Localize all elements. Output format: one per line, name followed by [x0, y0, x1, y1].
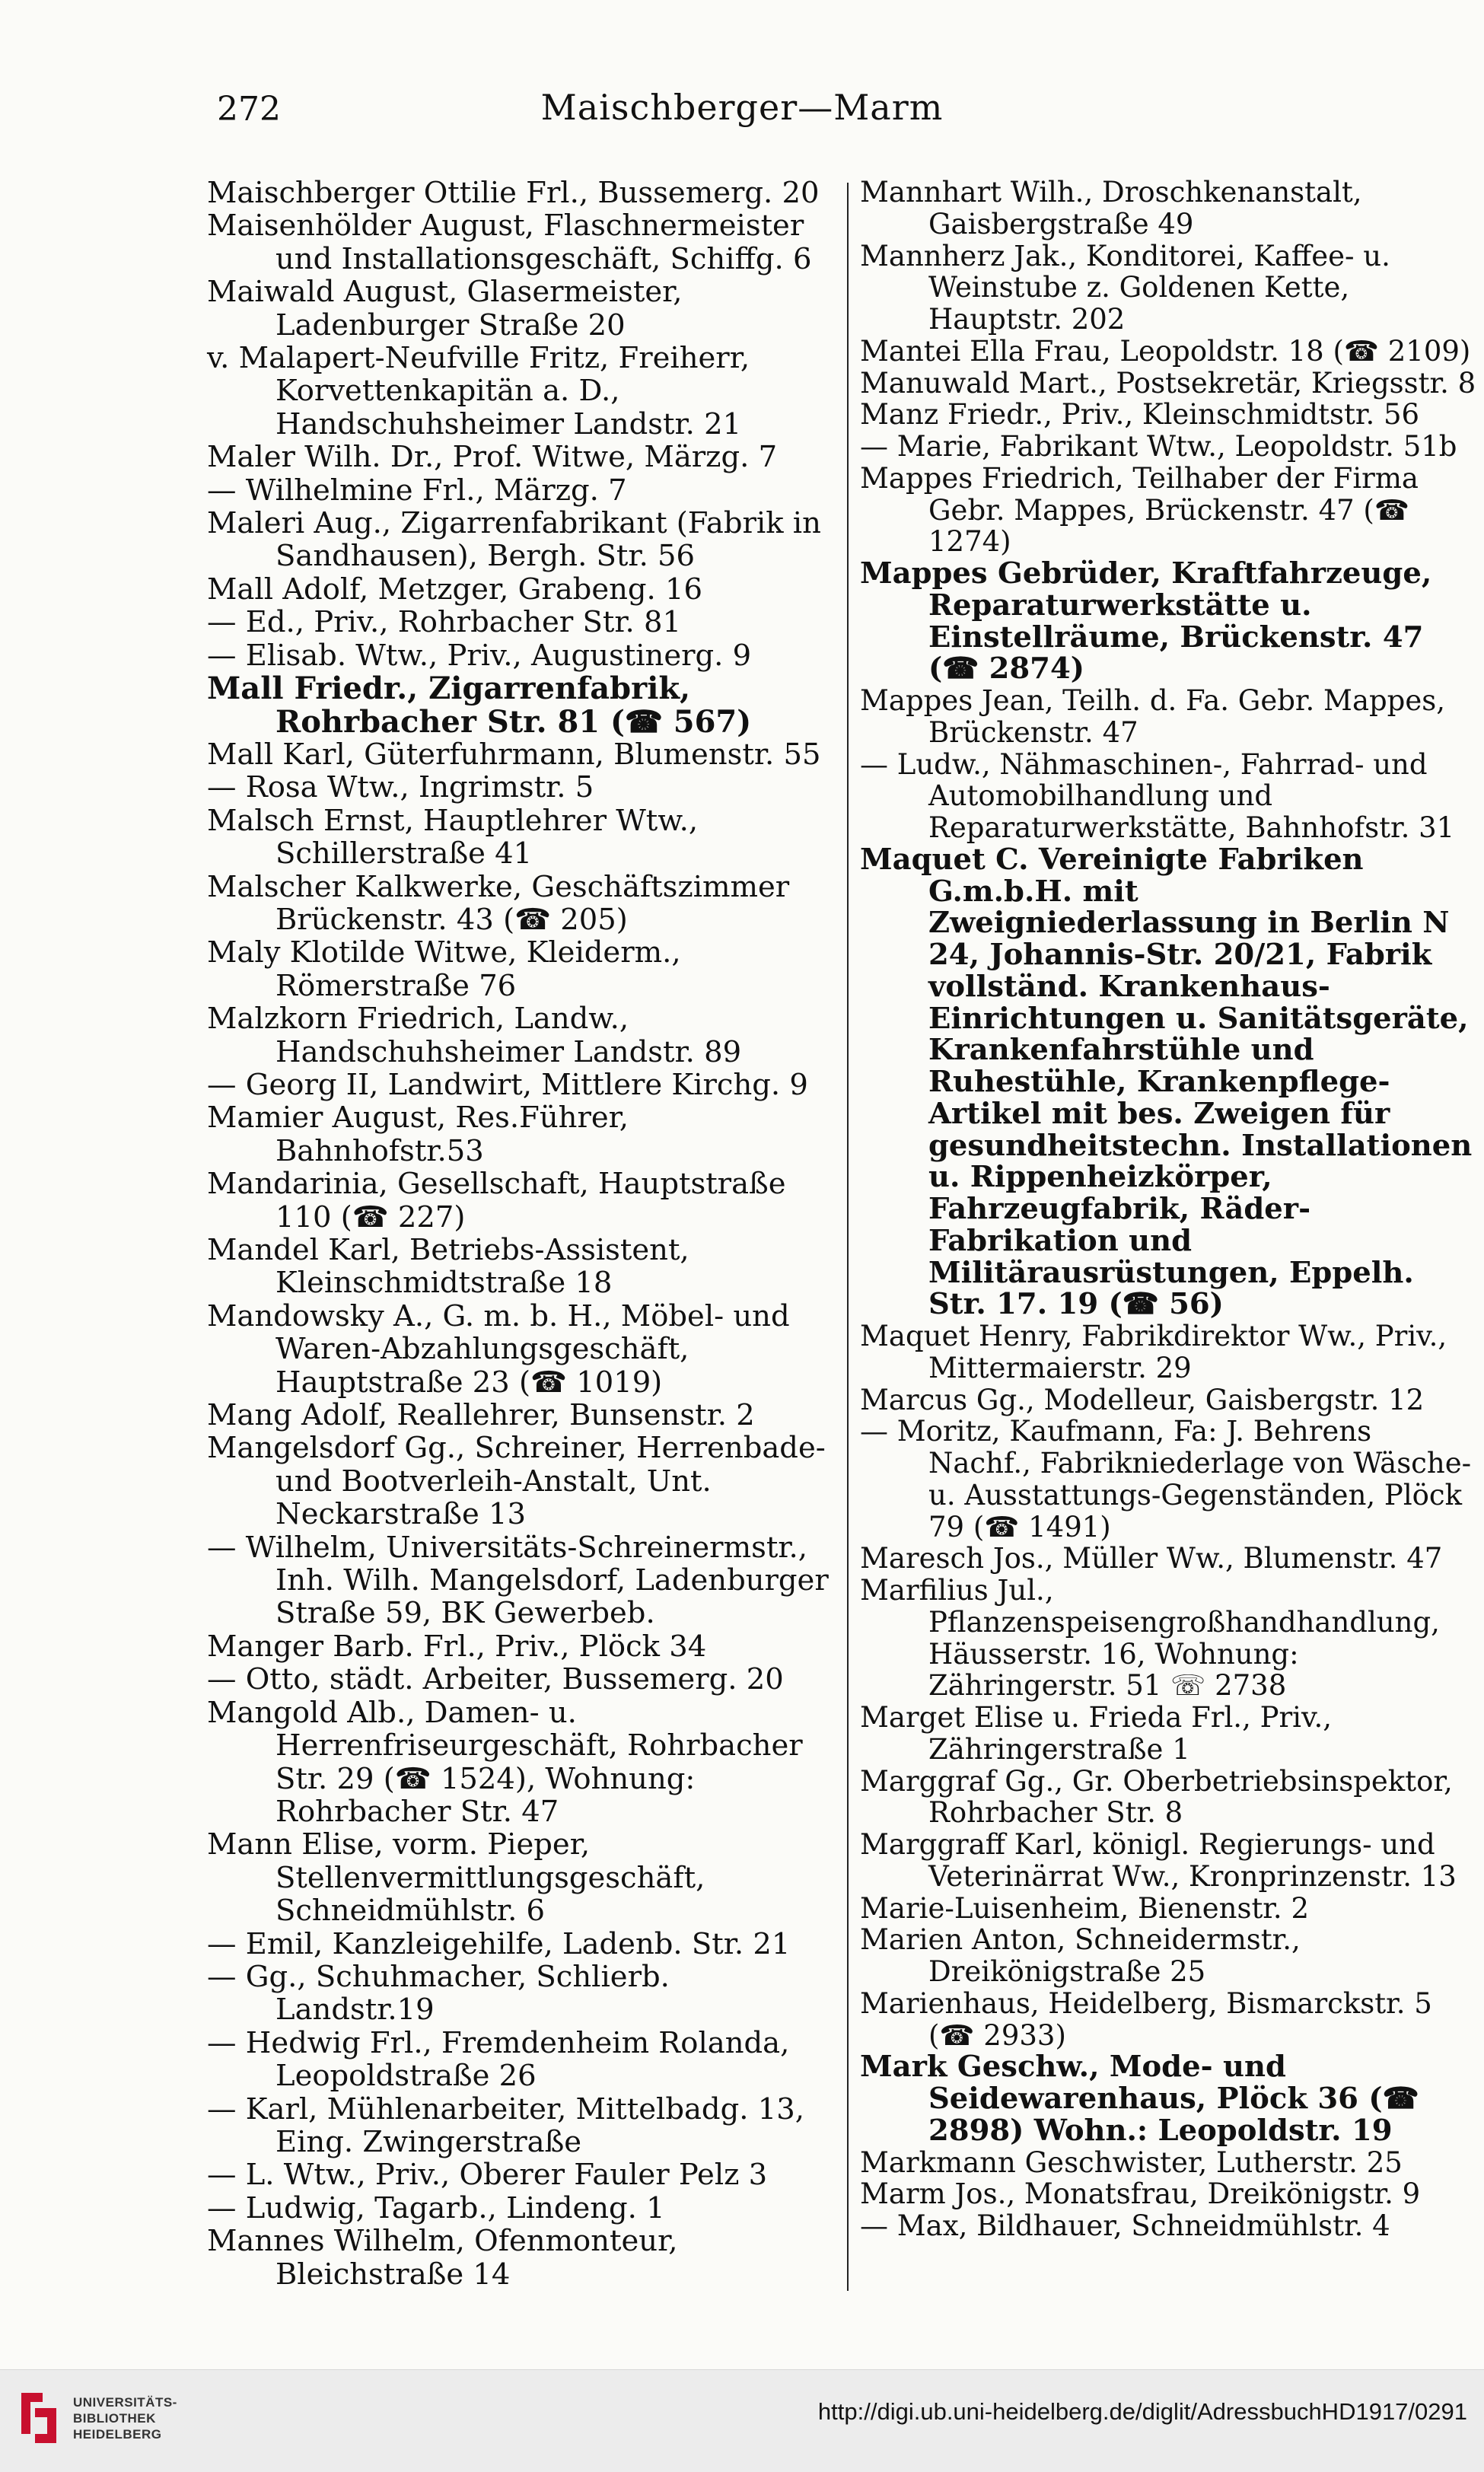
source-url-link[interactable]: http://digi.ub.uni-heidelberg.de/diglit/AdressbuchHD1917/0291 — [817, 2398, 1467, 2425]
directory-entry: — Ludw., Nähmaschinen-, Fahrrad- und Automobilhandlung und Reparaturwerkstätte, Bahnhofstr. 31 — [860, 747, 1455, 844]
directory-entry: v. Malapert-Neufville Fritz, Freiherr, Korvettenkapitän a. D., Handschuhsheimer Landstr. 21 — [207, 341, 750, 441]
directory-entry: — Emil, Kanzleigehilfe, Ladenb. Str. 21 — [207, 1926, 791, 1961]
directory-entry: — Max, Bildhauer, Schneidmühlstr. 4 — [860, 2209, 1390, 2242]
directory-entry: — Hedwig Frl., Fremdenheim Rolanda, Leopoldstraße 26 — [207, 2025, 790, 2094]
directory-entry: Maler Wilh. Dr., Prof. Witwe, Märzg. 7 — [207, 440, 778, 475]
column-divider — [847, 183, 849, 2291]
directory-entry: Mannhart Wilh., Droschkenanstalt, Gaisbergstraße 49 — [860, 176, 1362, 241]
directory-entry: — Otto, städt. Arbeiter, Bussemerg. 20 — [207, 1662, 784, 1697]
library-logo-text — [73, 2394, 177, 2442]
logo-line-3: HEIDELBERG — [73, 2426, 162, 2442]
directory-entry: — L. Wtw., Priv., Oberer Fauler Pelz 3 — [207, 2158, 768, 2193]
directory-entry: Maquet C. Vereinigte Fabriken G.m.b.H. mit Zweigniederlassung in Berlin N 24, Johannis-Str. 20/21, Fabrik vollständ. Krankenhaus-Einrichtungen u. Sanitätsgeräte, Krankenfahrstühle und Ruhestühle, Krankenpflege-Artikel mit bes. Zweigen für gesundheitstechn. Installationen u. Rippenheizkörper, Fahrzeugfabrik, Räder-Fabrikation und Militärausrüstungen, Eppelh. Str. 17. 19 (☎ 56) — [860, 842, 1473, 1322]
directory-entry: — Marie, Fabrikant Wtw., Leopoldstr. 51b — [860, 430, 1457, 463]
directory-entry: Mall Adolf, Metzger, Grabeng. 16 — [207, 572, 703, 607]
page-number: 272 — [217, 90, 281, 129]
directory-entry: — Moritz, Kaufmann, Fa: J. Behrens Nachf., Fabrikniederlage von Wäsche- u. Ausstattungs-Gegenständen, Plöck 79 (☎ 1491) — [860, 1415, 1472, 1543]
directory-entry: Mappes Friedrich, Teilhaber der Firma Gebr. Mappes, Brückenstr. 47 (☎ 1274) — [860, 461, 1419, 559]
directory-entry: Marfilius Jul., Pflanzenspeisengroßhandhandlung, Häusserstr. 16, Wohnung: Zähringerstr. 51 ☏ 2738 — [860, 1574, 1440, 1703]
directory-entry: Mannes Wilhelm, Ofenmonteur, Bleichstraße 14 — [207, 2224, 678, 2292]
directory-entry: — Rosa Wtw., Ingrimstr. 5 — [207, 770, 594, 805]
directory-entry: — Georg II, Landwirt, Mittlere Kirchg. 9 — [207, 1067, 808, 1102]
logo-line-2: BIBLIOTHEK — [73, 2410, 156, 2426]
directory-entry: Manuwald Mart., Postsekretär, Kriegsstr. 8 — [860, 366, 1476, 400]
directory-entry: Mark Geschw., Mode- und Seidewarenhaus, Plöck 36 (☎ 2898) Wohn.: Leopoldstr. 19 — [860, 2050, 1419, 2148]
directory-entry: — Wilhelmine Frl., Märzg. 7 — [207, 473, 627, 508]
logo-line-1: UNIVERSITÄTS- — [73, 2394, 177, 2410]
directory-entry: Maquet Henry, Fabrikdirektor Ww., Priv., Mittermaierstr. 29 — [860, 1320, 1447, 1384]
directory-entry: — Ed., Priv., Rohrbacher Str. 81 — [207, 605, 681, 640]
directory-entry: Mappes Jean, Teilh. d. Fa. Gebr. Mappes, Brückenstr. 47 — [860, 684, 1446, 749]
directory-entry: Marcus Gg., Modelleur, Gaisbergstr. 12 — [860, 1383, 1425, 1416]
library-logo[interactable] — [15, 2387, 177, 2449]
directory-entry: Mantei Ella Frau, Leopoldstr. 18 (☎ 2109) — [860, 334, 1471, 368]
directory-entry: Marm Jos., Monatsfrau, Dreikönigstr. 9 — [860, 2177, 1421, 2211]
directory-entry: Mang Adolf, Reallehrer, Bunsenstr. 2 — [207, 1398, 755, 1433]
directory-entry: Maisenhölder August, Flaschnermeister und Installationsgeschäft, Schiffg. 6 — [207, 209, 812, 276]
directory-entry: Markmann Geschwister, Lutherstr. 25 — [860, 2145, 1403, 2179]
directory-entry: Maly Klotilde Witwe, Kleiderm., Römerstraße 76 — [207, 935, 681, 1003]
directory-entry: Maresch Jos., Müller Ww., Blumenstr. 47 — [860, 1542, 1443, 1575]
directory-entry: Manz Friedr., Priv., Kleinschmidtstr. 56 — [860, 398, 1420, 432]
left-column — [207, 177, 835, 2291]
directory-entry: Marie-Luisenheim, Bienenstr. 2 — [860, 1891, 1309, 1925]
directory-entry: Mall Friedr., Zigarrenfabrik, Rohrbacher Str. 81 (☎ 567) — [207, 671, 752, 740]
directory-entry: Mannherz Jak., Konditorei, Kaffee- u. Weinstube z. Goldenen Kette, Hauptstr. 202 — [860, 239, 1390, 336]
directory-entry: Marggraf Gg., Gr. Oberbetriebsinspektor, Rohrbacher Str. 8 — [860, 1764, 1453, 1830]
directory-entry: Maleri Aug., Zigarrenfabrikant (Fabrik in Sandhausen), Bergh. Str. 56 — [207, 506, 821, 574]
library-logo-icon — [15, 2387, 62, 2449]
directory-entry: Marienhaus, Heidelberg, Bismarckstr. 5 (☎ 2933) — [860, 1986, 1432, 2052]
directory-entry: — Karl, Mühlenarbeiter, Mittelbadg. 13, Eing. Zwingerstraße — [207, 2091, 804, 2159]
directory-entry: — Wilhelm, Universitäts-Schreinermstr., Inh. Wilh. Mangelsdorf, Ladenburger Straße 59, BK Gewerbeb. — [207, 1530, 829, 1631]
directory-entry: — Ludwig, Tagarb., Lindeng. 1 — [207, 2190, 665, 2225]
directory-entry: — Elisab. Wtw., Priv., Augustinerg. 9 — [207, 638, 752, 673]
directory-entry: Maiwald August, Glasermeister, Ladenburger Straße 20 — [207, 275, 683, 342]
directory-entry: Malzkorn Friedrich, Landw., Handschuhsheimer Landstr. 89 — [207, 1002, 742, 1069]
directory-entry: Mandowsky A., G. m. b. H., Möbel- und Waren-Abzahlungsgeschäft, Hauptstraße 23 (☎ 1019) — [207, 1298, 790, 1400]
directory-entry: Marget Elise u. Frieda Frl., Priv., Zähringerstraße 1 — [860, 1701, 1333, 1766]
directory-entry: Mandel Karl, Betriebs-Assistent, Kleinschmidtstraße 18 — [207, 1233, 689, 1301]
directory-entry: Mangelsdorf Gg., Schreiner, Herrenbade- und Bootverleih-Anstalt, Unt. Neckarstraße 13 — [207, 1431, 826, 1532]
directory-entry: Maischberger Ottilie Frl., Bussemerg. 20 — [207, 176, 820, 210]
running-head: Maischberger—Marm — [540, 87, 944, 128]
directory-entry: Mandarinia, Gesellschaft, Hauptstraße 110 (☎ 227) — [207, 1167, 786, 1234]
directory-entry: Malscher Kalkwerke, Geschäftszimmer Brückenstr. 43 (☎ 205) — [207, 869, 790, 937]
directory-entry: Manger Barb. Frl., Priv., Plöck 34 — [207, 1629, 707, 1664]
directory-entry: Malsch Ernst, Hauptlehrer Wtw., Schillerstraße 41 — [207, 803, 699, 871]
directory-entry: — Gg., Schuhmacher, Schlierb. Landstr.19 — [207, 1959, 670, 2028]
directory-entry: Marggraff Karl, königl. Regierungs- und Veterinärrat Ww., Kronprinzenstr. 13 — [860, 1828, 1457, 1893]
directory-entry: Marien Anton, Schneidermstr., Dreikönigstraße 25 — [860, 1923, 1301, 1988]
directory-entry: Mappes Gebrüder, Kraftfahrzeuge, Reparaturwerkstätte u. Einstellräume, Brückenstr. 47 (☎ 2874) — [860, 556, 1432, 686]
right-column — [860, 177, 1476, 2242]
directory-entry: Mann Elise, vorm. Pieper, Stellenvermittlungsgeschäft, Schneidmühlstr. 6 — [207, 1827, 705, 1929]
footer-bar — [0, 2369, 1484, 2472]
directory-entry: Mangold Alb., Damen- u. Herrenfriseurgeschäft, Rohrbacher Str. 29 (☎ 1524), Wohnung: Rohrbacher Str. 47 — [207, 1695, 803, 1829]
directory-entry: Mamier August, Res.Führer, Bahnhofstr.53 — [207, 1101, 629, 1168]
directory-entry: Mall Karl, Güterfuhrmann, Blumenstr. 55 — [207, 737, 821, 772]
